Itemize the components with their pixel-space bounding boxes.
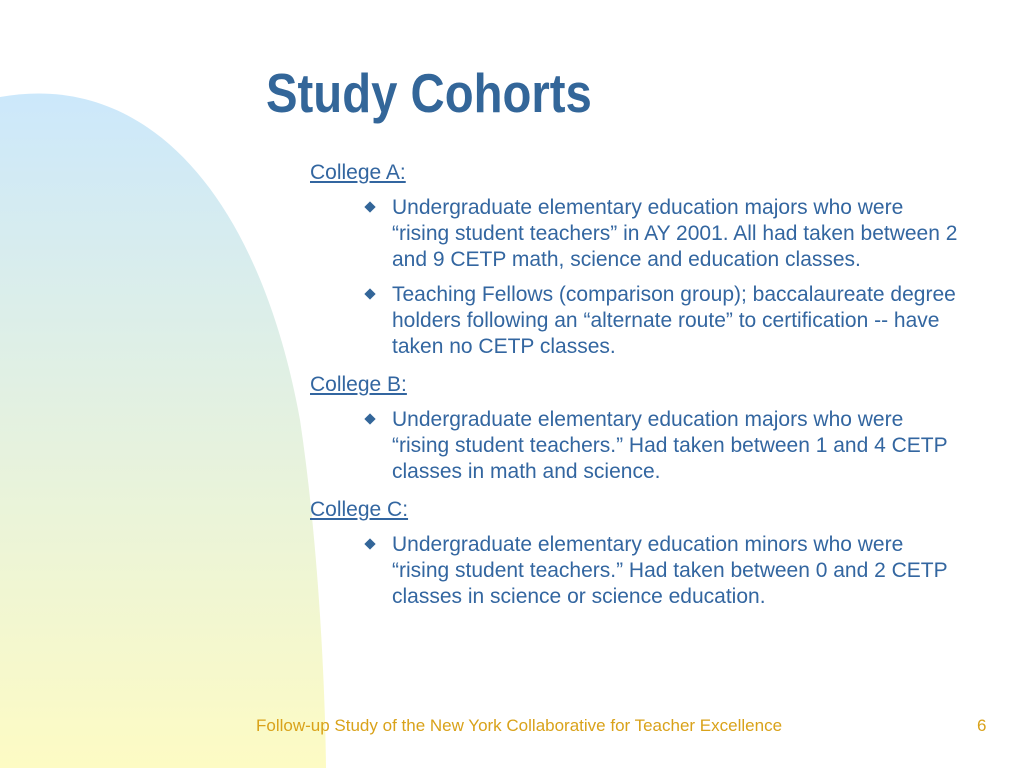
slide-title: Study Cohorts bbox=[266, 62, 592, 124]
diamond-bullet-icon bbox=[364, 288, 375, 299]
bullet-text: Teaching Fellows (comparison group); baccalaureate degree holders following an “alternate route” to certification -- have taken no CETP classes. bbox=[392, 283, 956, 358]
section-heading-college-a[interactable]: College A: bbox=[310, 161, 406, 184]
list-item bbox=[310, 532, 962, 610]
bullet-list-college-b bbox=[310, 407, 990, 485]
list-item bbox=[310, 195, 962, 273]
diamond-bullet-icon bbox=[364, 201, 375, 212]
bullet-text: Undergraduate elementary education majors who were “rising student teachers” in AY 2001. All had taken between 2 and 9 CETP math, science and education classes. bbox=[392, 196, 958, 271]
bullet-list-college-a bbox=[310, 195, 990, 360]
bullet-text: Undergraduate elementary education minors who were “rising student teachers.” Had taken between 0 and 2 CETP classes in science or science education. bbox=[392, 533, 948, 608]
slide-footer: Follow-up Study of the New York Collaborative for Teacher Excellence bbox=[256, 716, 783, 735]
bullet-text: Undergraduate elementary education majors who were “rising student teachers.” Had taken between 1 and 4 CETP classes in math and science. bbox=[392, 408, 948, 483]
diamond-bullet-icon bbox=[364, 538, 375, 549]
list-item bbox=[310, 407, 962, 485]
diamond-bullet-icon bbox=[364, 413, 375, 424]
page-number: 6 bbox=[977, 716, 987, 735]
slide-content bbox=[310, 160, 990, 622]
bullet-list-college-c bbox=[310, 532, 990, 610]
section-heading-college-c[interactable]: College C: bbox=[310, 498, 409, 521]
section-heading-college-b[interactable]: College B: bbox=[310, 373, 407, 396]
list-item bbox=[310, 282, 962, 360]
